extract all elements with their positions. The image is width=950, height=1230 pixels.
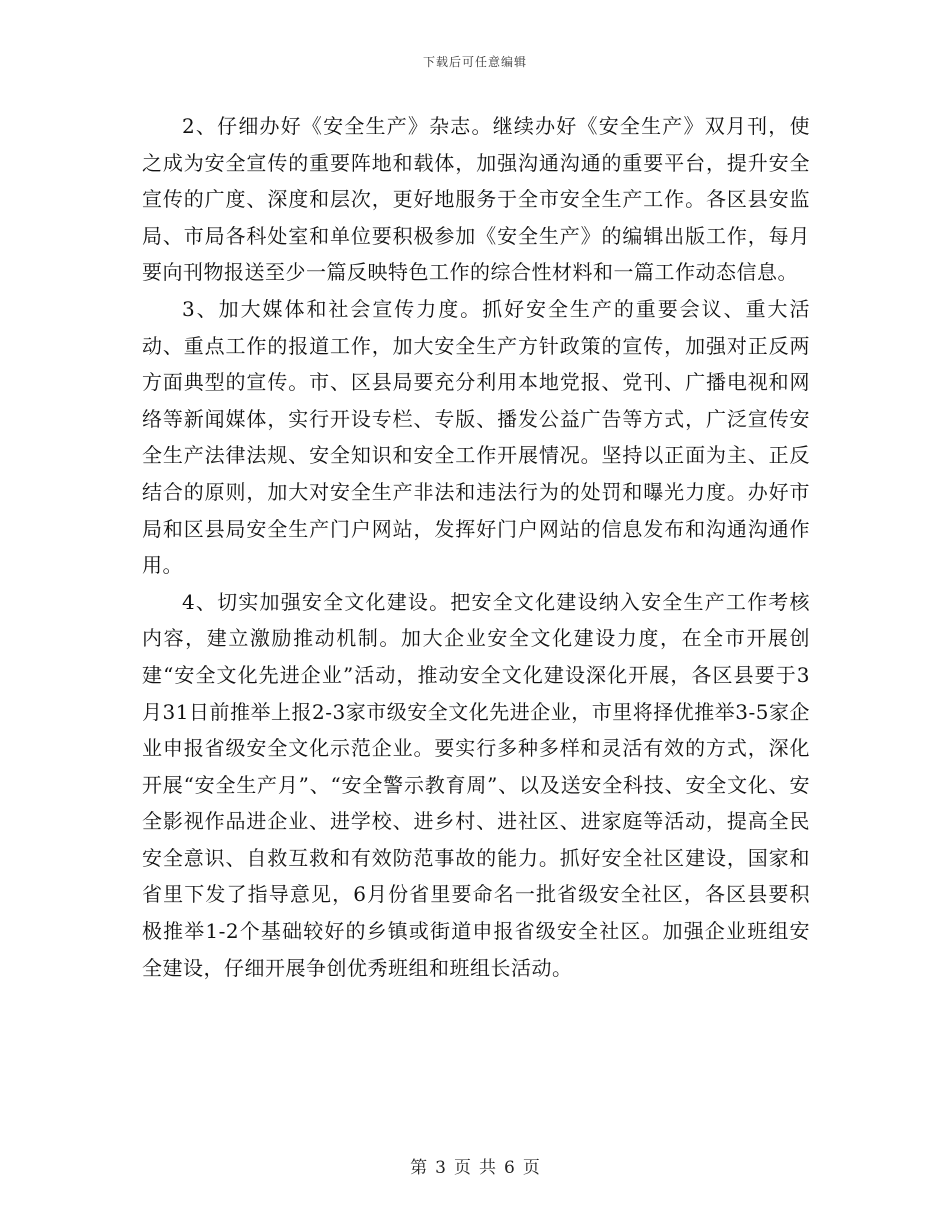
paragraph-item-4: 4、切实加强安全文化建设。把安全文化建设纳入安全生产工作考核内容，建立激励推动机制。加大企业安全文化建设力度，在全市开展创建“安全文化先进企业”活动，推动安全文化建设深化开展，各区县要于3月31日前推举上报2-3家市级安全文化先进企业，市里将择优推举3-5家企业申报省级安全文化示范企业。要实行多种多样和灵活有效的方式，深化开展“安全生产月”、“安全警示教育周”、以及送安全科技、安全文化、安全影视作品进企业、进学校、进乡村、进社区、进家庭等活动，提高全民安全意识、自救互救和有效防范事故的能力。抓好安全社区建设，国家和省里下发了指导意见，6月份省里要命名一批省级安全社区，各区县要积极推举1-2个基础较好的乡镇或街道申报省级安全社区。加强企业班组安全建设，仔细开展争创优秀班组和班组长活动。 xyxy=(142,589,810,980)
footer-current-page: 3 xyxy=(435,1158,446,1178)
footer-suffix: 页 xyxy=(522,1158,540,1178)
footer-total-word: 共 xyxy=(479,1158,496,1178)
footer-total-pages: 6 xyxy=(504,1158,515,1178)
footer-prefix: 第 xyxy=(410,1158,428,1178)
paragraph-item-2: 2、仔细办好《安全生产》杂志。继续办好《安全生产》双月刊，使之成为安全宣传的重要阵地和载体，加强沟通沟通的重要平台，提升安全宣传的广度、深度和层次，更好地服务于全市安全生产工作。各区县安监局、市局各科处室和单位要积极参加《安全生产》的编辑出版工作，每月要向刊物报送至少一篇反映特色工作的综合性材料和一篇工作动态信息。 xyxy=(142,114,810,285)
footer-page-word: 页 xyxy=(454,1158,471,1178)
page-footer xyxy=(0,1153,950,1178)
paragraph-item-3: 3、加大媒体和社会宣传力度。抓好安全生产的重要会议、重大活动、重点工作的报道工作，加大安全生产方针政策的宣传，加强对正反两方面典型的宣传。市、区县局要充分利用本地党报、党刊、广播电视和网络等新闻媒体，实行开设专栏、专版、播发公益广告等方式，广泛宣传安全生产法律法规、安全知识和安全工作开展情况。坚持以正面为主、正反结合的原则，加大对安全生产非法和违法行为的处罚和曝光力度。办好市局和区县局安全生产门户网站，发挥好门户网站的信息发布和沟通沟通作用。 xyxy=(142,296,810,578)
header-note: 下载后可任意编辑 xyxy=(422,55,527,69)
document-body xyxy=(142,108,810,986)
